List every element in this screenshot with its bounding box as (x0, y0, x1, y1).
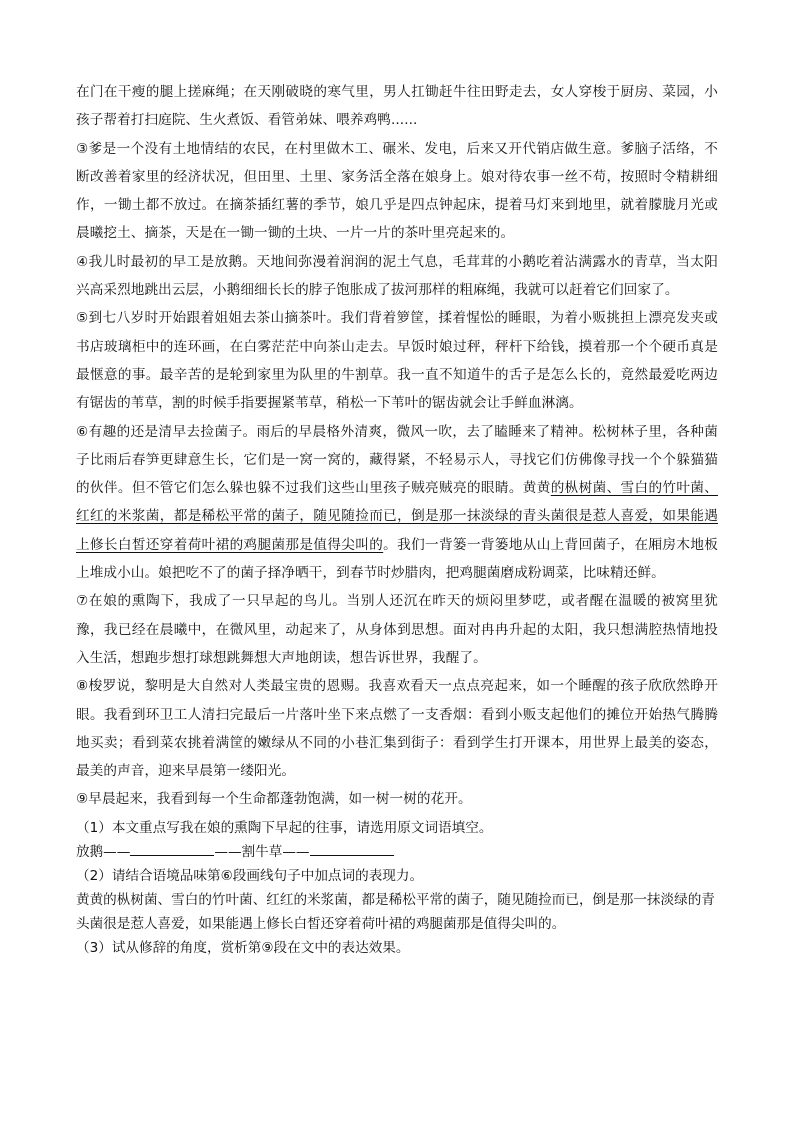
question-2-quote: 黄黄的枞树菌、雪白的竹叶菌、红红的米浆菌，都是稀松平常的菌子，随见随捡而已，倒是那一抹淡绿的青头菌很是惹人喜爱，如果能遇上修长白皙还穿着荷叶裙的鸡腿菌那是值得尖叫的。 (76, 891, 715, 932)
question-1-fill (76, 840, 718, 864)
paragraph-6-end: 。我们一背篓一背篓地从山上背回菌子，在厢房木地板上堆成小山。娘把吃不了的菌子择净晒干，到春节时炒腊肉，把鸡腿菌磨成粉调菜，比味精还鲜。 (76, 536, 718, 582)
paragraph-8: ⑧梭罗说，黎明是大自然对人类最宝贵的恩赐。我喜欢看天一点点亮起来，如一个睡醒的孩子欣欣然睁开眼。我看到环卫工人清扫完最后一片落叶坐下来点燃了一支香烟：看到小贩支起他们的摊位开始热气腾腾地买卖；看到菜农挑着满筐的嫩绿从不同的小巷汇集到街子：看到学生打开课本，用世界上最美的姿态，最美的声音，迎来早晨第一缕阳光。 (76, 678, 718, 780)
paragraph-6 (76, 418, 718, 588)
paragraph-intro: 在门在干瘦的腿上搓麻绳；在天刚破晓的寒气里，男人扛锄赶牛往田野走去，女人穿梭于厨房、菜园，小孩子帮着打扫庭院、生火煮饭、看管弟妹、喂养鸡鸭...... (76, 84, 718, 129)
question-1: （1）本文重点写我在娘的熏陶下早起的往事，请选用原文词语填空。 (76, 819, 493, 836)
paragraph-3: ③爹是一个没有土地情结的农民，在村里做木工、碾米、发电，后来又开代销店做生意。爹脑子活络，不断改善着家里的经济状况，但田里、土里、家务活全落在娘身上。娘对待农事一丝不苟，按照时令精耕细作，一锄土都不放过。在摘茶插红薯的季节，娘几乎是四点钟起床，提着马灯来到地里，就着朦胧月光或晨曦挖土、摘茶，天是在一锄一锄的土块、一片一片的茶叶里亮起来的。 (76, 140, 718, 242)
answer-blank-2[interactable] (310, 841, 394, 856)
document-page (76, 78, 718, 960)
underlined-sentence: 的枞树菌、雪白的竹叶菌、红红的米浆菌，都是稀松平常的菌子，随见随捡而已，倒是那一抹淡绿的青头菌很是惹人喜爱，如果能遇上修长白皙还穿着荷叶裙的鸡腿菌那是值得尖叫的 (76, 480, 718, 553)
paragraph-9: ⑨早晨起来，我看到每一个生命都蓬勃饱满，如一树一树的花开。 (76, 791, 472, 808)
paragraph-7: ⑦在娘的熏陶下，我成了一只早起的鸟儿。当别人还沉在昨天的烦闷里梦呓，或者醒在温暖的被窝里犹豫，我已经在晨曦中，在微风里，动起来了，从身体到思想。面对冉冉升起的太阳，我只想满腔热情地投入生活，想跑步想打球想跳舞想大声地朗读，想告诉世界，我醒了。 (76, 593, 718, 666)
paragraph-5: ⑤到七八岁时开始跟着姐姐去茶山摘茶叶。我们背着箩筐，揉着惺忪的睡眼，为着小贩挑担上漂亮发夹或书店玻璃柜中的连环画，在白雾茫茫中向茶山走去。早饭时娘过秤，秤杆下给钱，摸着那一个个硬币真是最惬意的事。最辛苦的是轮到家里为队里的牛割草。我一直不知道牛的舌子是怎么长的，竟然最爱吃两边有锯齿的苇草，割的时候手指要握紧苇草，稍松一下苇叶的锯齿就会让手鲜血淋漓。 (76, 310, 718, 412)
paragraph-6-start: ⑥有趣的还是清早去捡菌子。雨后的早晨格外清爽，微风一吹，去了瞌睡来了精神。松树林子里，各种菌子比雨后春笋更肆意生长，它们是一窝一窝的，藏得紧，不轻易示人，寻找它们仿佛像寻找一个个躲猫猫的伙伴。但不管它们怎么躲也躲不过我们这些山里孩子贼亮贼亮的眼睛。黄黄 (76, 423, 718, 497)
fill-end: ——割牛草—— (214, 843, 310, 860)
question-3: （3）试从修辞的角度，赏析第⑨段在文中的表达效果。 (76, 939, 410, 956)
answer-blank[interactable] (130, 841, 214, 856)
paragraph-4: ④我儿时最初的早工是放鹅。天地间弥漫着润润的泥土气息，毛茸茸的小鹅吃着沾满露水的青草，当太阳兴高采烈地跳出云层，小鹅细细长长的脖子饱胀成了拔河那样的粗麻绳，我就可以赶着它们回家了。 (76, 253, 718, 299)
fill-start: 放鹅—— (76, 843, 131, 860)
question-2: （2）请结合语境品味第⑥段画线句子中加点词的表现力。 (76, 867, 424, 884)
